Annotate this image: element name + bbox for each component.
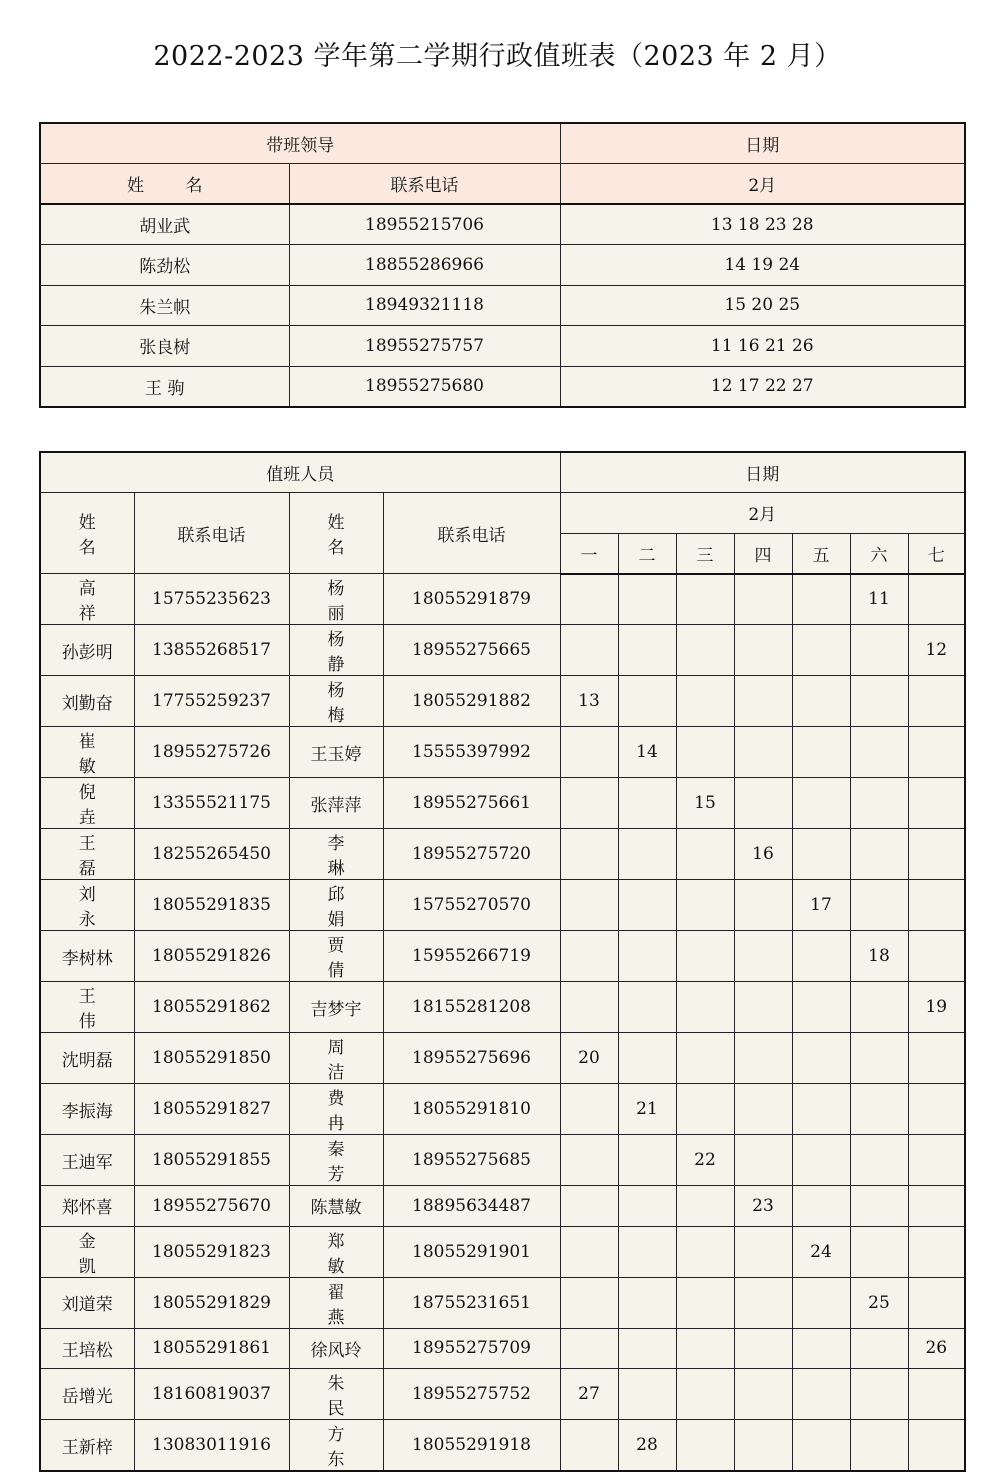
duty-phone-1: 18255265450 <box>134 829 289 880</box>
duty-day-cell: 23 <box>734 1186 792 1227</box>
page-title: 2022-2023 学年第二学期行政值班表（2023 年 2 月） <box>153 41 842 72</box>
duty-day-cell <box>908 1135 965 1186</box>
duty-row <box>40 1277 965 1328</box>
duty-day-cell <box>792 574 850 625</box>
duty-row <box>40 829 965 880</box>
duty-phone-1: 18055291855 <box>134 1135 289 1186</box>
duty-day-cell <box>850 1186 908 1227</box>
duty-name-header-2: 姓 名 <box>289 493 383 574</box>
duty-day-cell <box>734 676 792 727</box>
duty-day-cell: 15 <box>676 778 734 829</box>
duty-day-cell <box>618 880 676 931</box>
duty-day-cell <box>792 931 850 982</box>
duty-day-cell <box>908 1084 965 1135</box>
duty-day-cell <box>908 1033 965 1084</box>
duty-phone-1: 18055291823 <box>134 1226 289 1277</box>
duty-day-cell <box>676 727 734 778</box>
duty-phone-2: 18895634487 <box>383 1186 560 1227</box>
duty-phone-2: 18755231651 <box>383 1277 560 1328</box>
duty-phone-header-2: 联系电话 <box>383 493 560 574</box>
duty-day-cell <box>734 1328 792 1369</box>
duty-day-cell <box>908 931 965 982</box>
duty-phone-2: 18955275661 <box>383 778 560 829</box>
duty-day-cell <box>792 1186 850 1227</box>
duty-name-2: 翟 燕 <box>289 1277 383 1328</box>
duty-phone-1: 18055291850 <box>134 1033 289 1084</box>
duty-day-cell <box>560 778 618 829</box>
duty-name-2: 杨 丽 <box>289 574 383 625</box>
weekday-header: 七 <box>908 533 965 574</box>
duty-day-cell <box>676 982 734 1033</box>
weekday-header: 六 <box>850 533 908 574</box>
leader-group-header: 带班领导 <box>40 123 560 164</box>
duty-phone-1: 13855268517 <box>134 625 289 676</box>
duty-day-cell <box>676 1033 734 1084</box>
duty-day-cell <box>792 727 850 778</box>
duty-name-1: 王 伟 <box>40 982 134 1033</box>
duty-day-cell <box>676 1186 734 1227</box>
duty-day-cell <box>560 1277 618 1328</box>
leader-name: 张良树 <box>40 326 289 367</box>
leader-name: 陈劲松 <box>40 245 289 286</box>
duty-day-cell <box>908 880 965 931</box>
leader-dates: 14 19 24 <box>560 245 965 286</box>
duty-day-cell: 20 <box>560 1033 618 1084</box>
duty-name-1: 沈明磊 <box>40 1033 134 1084</box>
duty-day-cell <box>908 727 965 778</box>
duty-name-2: 贾 倩 <box>289 931 383 982</box>
leader-group-header-row <box>40 123 965 164</box>
weekday-header: 四 <box>734 533 792 574</box>
duty-day-cell <box>734 574 792 625</box>
duty-day-cell <box>792 829 850 880</box>
duty-name-1: 王新梓 <box>40 1420 134 1472</box>
weekday-header: 二 <box>618 533 676 574</box>
duty-day-cell <box>850 727 908 778</box>
duty-day-cell <box>676 829 734 880</box>
leader-table <box>39 122 966 408</box>
duty-phone-2: 18955275685 <box>383 1135 560 1186</box>
leader-phone: 18949321118 <box>289 285 560 326</box>
leader-name: 胡业武 <box>40 204 289 245</box>
duty-phone-2: 18055291810 <box>383 1084 560 1135</box>
duty-name-header-1: 姓 名 <box>40 493 134 574</box>
duty-day-cell <box>618 625 676 676</box>
leader-column-header-row <box>40 164 965 205</box>
duty-day-cell <box>560 880 618 931</box>
duty-day-cell <box>792 1135 850 1186</box>
duty-day-cell <box>676 1277 734 1328</box>
duty-day-cell <box>734 778 792 829</box>
duty-day-cell <box>792 1369 850 1420</box>
duty-name-1: 郑怀喜 <box>40 1186 134 1227</box>
duty-day-cell <box>850 1084 908 1135</box>
duty-phone-2: 18955275696 <box>383 1033 560 1084</box>
duty-row <box>40 982 965 1033</box>
duty-name-2: 李 琳 <box>289 829 383 880</box>
duty-day-cell <box>618 1369 676 1420</box>
duty-day-cell <box>734 1420 792 1472</box>
duty-phone-1: 18055291861 <box>134 1328 289 1369</box>
duty-name-2: 徐风玲 <box>289 1328 383 1369</box>
duty-name-1: 王迪军 <box>40 1135 134 1186</box>
duty-day-cell: 14 <box>618 727 676 778</box>
duty-day-cell <box>618 1226 676 1277</box>
duty-day-cell <box>908 1186 965 1227</box>
duty-day-cell <box>676 625 734 676</box>
leader-name: 朱兰帜 <box>40 285 289 326</box>
duty-name-2: 王玉婷 <box>289 727 383 778</box>
leader-name-header: 姓 名 <box>40 164 289 205</box>
duty-day-cell <box>734 1369 792 1420</box>
duty-day-cell <box>734 1277 792 1328</box>
weekday-header: 三 <box>676 533 734 574</box>
duty-phone-2: 15555397992 <box>383 727 560 778</box>
duty-name-2: 杨 静 <box>289 625 383 676</box>
duty-day-cell <box>734 1084 792 1135</box>
duty-phone-2: 18955275720 <box>383 829 560 880</box>
duty-phone-2: 15755270570 <box>383 880 560 931</box>
duty-day-cell: 26 <box>908 1328 965 1369</box>
duty-day-cell: 27 <box>560 1369 618 1420</box>
duty-day-cell <box>676 1369 734 1420</box>
duty-day-cell <box>618 982 676 1033</box>
duty-day-cell <box>908 1420 965 1472</box>
duty-day-cell <box>734 625 792 676</box>
duty-phone-1: 18055291826 <box>134 931 289 982</box>
duty-row <box>40 1420 965 1472</box>
duty-phone-header-1: 联系电话 <box>134 493 289 574</box>
duty-day-cell <box>560 982 618 1033</box>
duty-name-2: 朱 民 <box>289 1369 383 1420</box>
duty-day-cell <box>618 1328 676 1369</box>
duty-phone-2: 18955275752 <box>383 1369 560 1420</box>
duty-day-cell <box>850 829 908 880</box>
duty-phone-1: 15755235623 <box>134 574 289 625</box>
duty-day-cell <box>908 1226 965 1277</box>
duty-phone-1: 18055291827 <box>134 1084 289 1135</box>
leader-phone: 18855286966 <box>289 245 560 286</box>
duty-phone-2: 18055291879 <box>383 574 560 625</box>
duty-day-cell <box>560 574 618 625</box>
duty-row <box>40 880 965 931</box>
duty-day-cell <box>792 1033 850 1084</box>
duty-day-cell <box>676 931 734 982</box>
duty-name-2: 秦 芳 <box>289 1135 383 1186</box>
duty-day-cell: 16 <box>734 829 792 880</box>
duty-phone-1: 13083011916 <box>134 1420 289 1472</box>
duty-day-cell: 24 <box>792 1226 850 1277</box>
duty-row <box>40 574 965 625</box>
leader-dates: 12 17 22 27 <box>560 366 965 407</box>
leader-date-header: 日期 <box>560 123 965 164</box>
leader-dates: 13 18 23 28 <box>560 204 965 245</box>
duty-day-cell <box>618 1277 676 1328</box>
duty-day-cell <box>908 676 965 727</box>
duty-phone-2: 18055291901 <box>383 1226 560 1277</box>
duty-name-1: 王 磊 <box>40 829 134 880</box>
duty-name-2: 吉梦宇 <box>289 982 383 1033</box>
duty-day-cell <box>676 1084 734 1135</box>
duty-day-cell: 25 <box>850 1277 908 1328</box>
duty-day-cell <box>850 1226 908 1277</box>
duty-day-cell <box>850 676 908 727</box>
duty-day-cell <box>850 880 908 931</box>
duty-name-1: 崔 敏 <box>40 727 134 778</box>
duty-day-cell <box>908 1369 965 1420</box>
leader-row <box>40 204 965 245</box>
duty-day-cell <box>676 574 734 625</box>
duty-day-cell: 21 <box>618 1084 676 1135</box>
duty-row <box>40 1135 965 1186</box>
duty-day-cell <box>792 676 850 727</box>
duty-phone-1: 18955275670 <box>134 1186 289 1227</box>
duty-row <box>40 1186 965 1227</box>
duty-name-2: 杨 梅 <box>289 676 383 727</box>
duty-phone-2: 18055291882 <box>383 676 560 727</box>
duty-day-cell <box>560 1420 618 1472</box>
duty-phone-1: 18055291829 <box>134 1277 289 1328</box>
duty-day-cell <box>618 1135 676 1186</box>
duty-name-1: 倪 垚 <box>40 778 134 829</box>
duty-group-header: 值班人员 <box>40 452 560 493</box>
duty-day-cell <box>560 1328 618 1369</box>
duty-day-cell <box>850 1328 908 1369</box>
duty-phone-2: 18055291918 <box>383 1420 560 1472</box>
leader-name: 王 驹 <box>40 366 289 407</box>
duty-phone-1: 18955275726 <box>134 727 289 778</box>
duty-name-1: 刘 永 <box>40 880 134 931</box>
duty-day-cell <box>618 931 676 982</box>
duty-day-cell <box>560 727 618 778</box>
weekday-header: 一 <box>560 533 618 574</box>
duty-day-cell <box>560 931 618 982</box>
duty-day-cell <box>618 1186 676 1227</box>
duty-day-cell: 19 <box>908 982 965 1033</box>
duty-name-1: 王培松 <box>40 1328 134 1369</box>
duty-day-cell <box>850 982 908 1033</box>
duty-day-cell <box>908 574 965 625</box>
duty-day-cell <box>908 1277 965 1328</box>
duty-day-cell <box>676 1328 734 1369</box>
duty-row <box>40 676 965 727</box>
duty-day-cell <box>618 676 676 727</box>
duty-row <box>40 1084 965 1135</box>
duty-name-2: 费 冉 <box>289 1084 383 1135</box>
duty-phone-1: 18055291835 <box>134 880 289 931</box>
weekday-header: 五 <box>792 533 850 574</box>
duty-name-1: 李树林 <box>40 931 134 982</box>
duty-day-cell: 28 <box>618 1420 676 1472</box>
duty-day-cell <box>676 676 734 727</box>
duty-phone-2: 18955275665 <box>383 625 560 676</box>
duty-day-cell <box>560 625 618 676</box>
leader-phone: 18955215706 <box>289 204 560 245</box>
duty-day-cell: 11 <box>850 574 908 625</box>
duty-phone-1: 13355521175 <box>134 778 289 829</box>
duty-day-cell <box>850 1369 908 1420</box>
duty-day-cell <box>908 778 965 829</box>
duty-day-cell: 22 <box>676 1135 734 1186</box>
duty-day-cell <box>792 1277 850 1328</box>
duty-day-cell <box>734 1135 792 1186</box>
duty-day-cell <box>734 1033 792 1084</box>
leader-row <box>40 366 965 407</box>
duty-day-cell: 17 <box>792 880 850 931</box>
leader-month-header: 2月 <box>560 164 965 205</box>
duty-day-cell <box>618 829 676 880</box>
duty-day-cell <box>850 1135 908 1186</box>
duty-row <box>40 778 965 829</box>
duty-day-cell <box>850 1420 908 1472</box>
leader-dates: 11 16 21 26 <box>560 326 965 367</box>
duty-row <box>40 1226 965 1277</box>
duty-day-cell <box>850 625 908 676</box>
duty-day-cell <box>618 1033 676 1084</box>
duty-phone-1: 17755259237 <box>134 676 289 727</box>
duty-date-header: 日期 <box>560 452 965 493</box>
duty-name-2: 周 洁 <box>289 1033 383 1084</box>
duty-row <box>40 1328 965 1369</box>
duty-name-2: 陈慧敏 <box>289 1186 383 1227</box>
duty-day-cell <box>792 1420 850 1472</box>
duty-day-cell <box>792 1084 850 1135</box>
duty-day-cell <box>734 982 792 1033</box>
duty-day-cell <box>618 778 676 829</box>
duty-day-cell <box>792 1328 850 1369</box>
duty-day-cell: 18 <box>850 931 908 982</box>
duty-day-cell <box>618 574 676 625</box>
duty-phone-2: 18155281208 <box>383 982 560 1033</box>
duty-row <box>40 931 965 982</box>
duty-day-cell <box>734 727 792 778</box>
duty-name-1: 刘勤奋 <box>40 676 134 727</box>
duty-phone-2: 15955266719 <box>383 931 560 982</box>
duty-day-cell <box>734 1226 792 1277</box>
duty-name-1: 金 凯 <box>40 1226 134 1277</box>
leader-row <box>40 285 965 326</box>
duty-day-cell <box>676 880 734 931</box>
duty-name-2: 邱 娟 <box>289 880 383 931</box>
duty-name-1: 岳增光 <box>40 1369 134 1420</box>
duty-day-cell <box>560 1084 618 1135</box>
duty-phone-1: 18055291862 <box>134 982 289 1033</box>
duty-row <box>40 625 965 676</box>
leader-phone-header: 联系电话 <box>289 164 560 205</box>
duty-day-cell <box>676 1420 734 1472</box>
duty-day-cell <box>792 778 850 829</box>
duty-day-cell <box>850 778 908 829</box>
duty-day-cell: 13 <box>560 676 618 727</box>
duty-name-2: 张萍萍 <box>289 778 383 829</box>
duty-group-header-row <box>40 452 965 493</box>
duty-day-cell <box>734 880 792 931</box>
duty-day-cell <box>734 931 792 982</box>
duty-name-1: 高 祥 <box>40 574 134 625</box>
duty-day-cell <box>560 829 618 880</box>
leader-dates: 15 20 25 <box>560 285 965 326</box>
duty-day-cell: 12 <box>908 625 965 676</box>
leader-row <box>40 326 965 367</box>
duty-day-cell <box>792 625 850 676</box>
leader-phone: 18955275680 <box>289 366 560 407</box>
leader-phone: 18955275757 <box>289 326 560 367</box>
duty-day-cell <box>792 982 850 1033</box>
duty-month-row <box>40 493 965 534</box>
duty-name-2: 郑 敏 <box>289 1226 383 1277</box>
duty-day-cell <box>908 829 965 880</box>
duty-month-header: 2月 <box>560 493 965 534</box>
duty-phone-1: 18160819037 <box>134 1369 289 1420</box>
duty-table <box>39 451 966 1472</box>
duty-name-1: 孙彭明 <box>40 625 134 676</box>
duty-day-cell <box>850 1033 908 1084</box>
leader-row <box>40 245 965 286</box>
duty-phone-2: 18955275709 <box>383 1328 560 1369</box>
duty-day-cell <box>560 1135 618 1186</box>
duty-day-cell <box>676 1226 734 1277</box>
duty-day-cell <box>560 1226 618 1277</box>
duty-day-cell <box>560 1186 618 1227</box>
duty-row <box>40 1369 965 1420</box>
duty-name-2: 方 东 <box>289 1420 383 1472</box>
duty-name-1: 李振海 <box>40 1084 134 1135</box>
duty-name-1: 刘道荣 <box>40 1277 134 1328</box>
duty-row <box>40 727 965 778</box>
duty-row <box>40 1033 965 1084</box>
